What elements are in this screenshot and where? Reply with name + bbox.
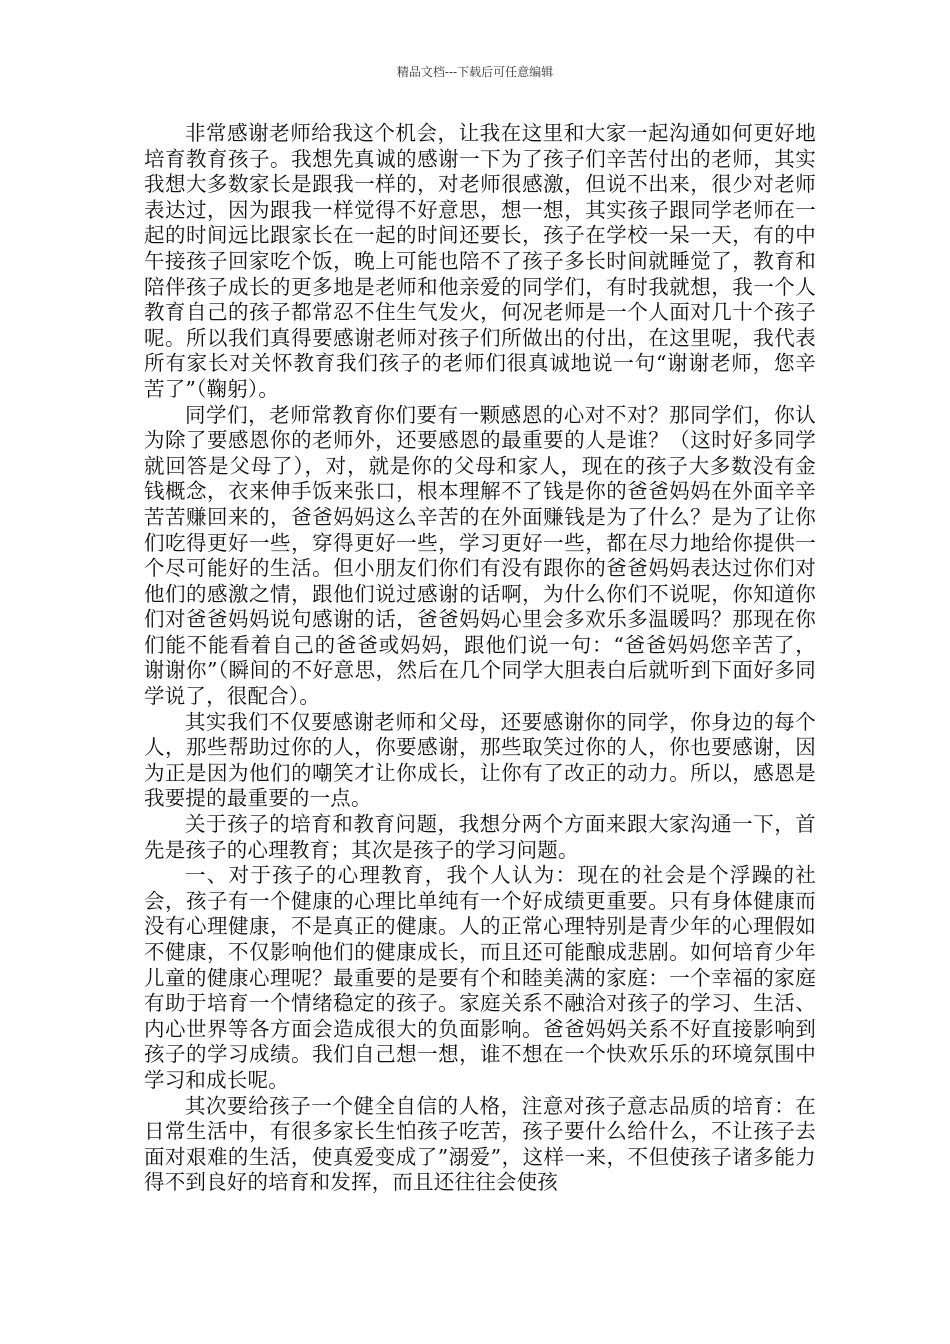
page-header: 精品文档---下载后可任意编辑 — [396, 65, 554, 79]
paragraph: 非常感谢老师给我这个机会，让我在这里和大家一起沟通如何更好地培育教育孩子。我想先真诚的感谢一下为了孩子们辛苦付出的老师，其实我想大多数家长是跟我一样的，对老师很感激，但说不出来，很少对老师表达过，因为跟我一样觉得不好意思，想一想，其实孩子跟同学老师在一起的时间远比跟家长在一起的时间还要长，孩子在学校一呆一天，有的中午接孩子回家吃个饭，晚上可能也陪不了孩子多长时间就睡觉了，教育和陪伴孩子成长的更多地是老师和他亲爱的同学们，有时我就想，我一个人教育自己的孩子都常忍不住生气发火，何况老师是一个人面对几十个孩子呢。所以我们真得要感谢老师对孩子们所做出的付出，在这里呢，我代表所有家长对关怀教育我们孩子的老师们很真诚地说一句“谢谢老师，您辛苦了”（鞠躬）。 — [144, 121, 816, 401]
document-body — [144, 121, 816, 1196]
paragraph: 关于孩子的培育和教育问题，我想分两个方面来跟大家沟通一下，首先是孩子的心理教育；其次是孩子的学习问题。 — [144, 812, 816, 862]
paragraph: 一、对于孩子的心理教育，我个人认为：现在的社会是个浮躁的社会，孩子有一个健康的心理比单纯有一个好成绩更重要。只有身体健康而没有心理健康，不是真正的健康。人的正常心理特别是青少年的心理假如不健康，不仅影响他们的健康成长，而且还可能酿成悲剧。如何培育少年儿童的健康心理呢？最重要的是要有个和睦美满的家庭：一个幸福的家庭有助于培育一个情绪稳定的孩子。家庭关系不融洽对孩子的学习、生活、内心世界等各方面会造成很大的负面影响。爸爸妈妈关系不好直接影响到孩子的学习成绩。我们自己想一想，谁不想在一个快欢乐乐的环境氛围中学习和成长呢。 — [144, 863, 816, 1092]
paragraph: 其实我们不仅要感谢老师和父母，还要感谢你的同学，你身边的每个人，那些帮助过你的人，你要感谢，那些取笑过你的人，你也要感谢，因为正是因为他们的嘲笑才让你成长，让你有了改正的动力。所以，感恩是我要提的最重要的一点。 — [144, 709, 816, 811]
paragraph: 同学们，老师常教育你们要有一颗感恩的心对不对？那同学们，你认为除了要感恩你的老师外，还要感恩的最重要的人是谁？（这时好多同学就回答是父母了），对，就是你的父母和家人，现在的孩子大多数没有金钱概念，衣来伸手饭来张口，根本理解不了钱是你的爸爸妈妈在外面辛辛苦苦赚回来的，爸爸妈妈这么辛苦的在外面赚钱是为了什么？是为了让你们吃得更好一些，穿得更好一些，学习更好一些，都在尽力地给你提供一个尽可能好的生活。但小朋友们你们有没有跟你的爸爸妈妈表达过你们对他们的感激之情，跟他们说过感谢的话啊，为什么你们不说呢，你知道你们对爸爸妈妈说句感谢的话，爸爸妈妈心里会多欢乐多温暖吗？那现在你们能不能看着自己的爸爸或妈妈，跟他们说一句：“爸爸妈妈您辛苦了，谢谢你”（瞬间的不好意思，然后在几个同学大胆表白后就听到下面好多同学说了，很配合）。 — [144, 402, 816, 709]
paragraph: 其次要给孩子一个健全自信的人格，注意对孩子意志品质的培育：在日常生活中，有很多家长生怕孩子吃苦，孩子要什么给什么，不让孩子去面对艰难的生活，使真爱变成了”溺爱”，这样一来，不但使孩子诸多能力得不到良好的培育和发挥，而且还往往会使孩 — [144, 1093, 816, 1195]
